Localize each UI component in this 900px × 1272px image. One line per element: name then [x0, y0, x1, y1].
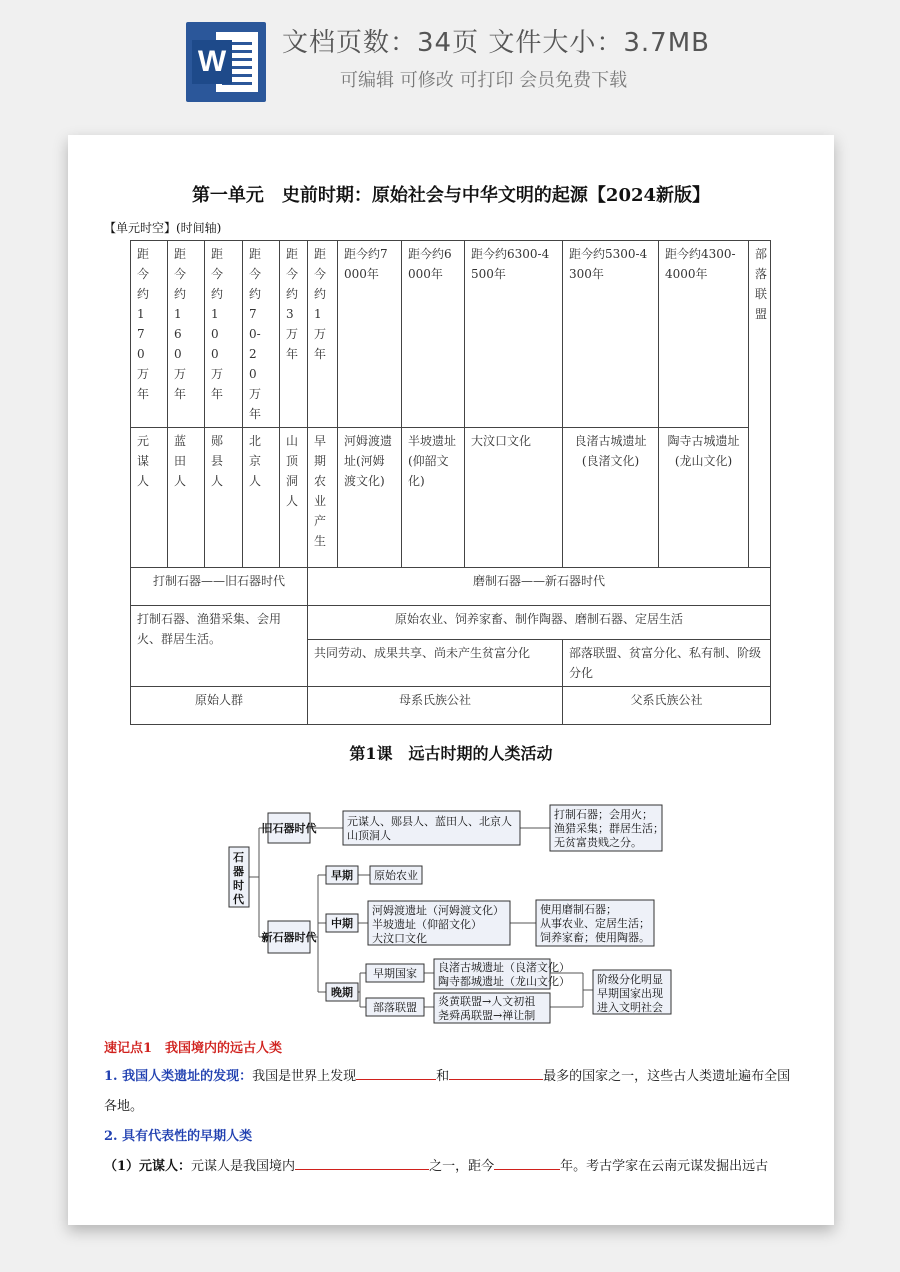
question-2-label: 2. 具有代表性的早期人类: [104, 1129, 253, 1144]
site-cell: 良渚古城遗址(良渚文化): [563, 428, 659, 568]
organization-row: [131, 687, 771, 725]
tribal-alliance-cell: 部落联盟: [749, 241, 771, 568]
timeline-times-row: [131, 241, 771, 428]
era-row: [131, 568, 771, 606]
paleolithic-trait-1: 打制石器；会用火；: [554, 808, 653, 821]
time-cell: 距今约100万年: [205, 241, 243, 428]
site-cell: 早期农业产生: [308, 428, 338, 568]
primitive-group-cell: 原始人群: [131, 687, 308, 725]
site-cell: 蓝田人: [168, 428, 205, 568]
site-cell: 陶寺古城遗址(龙山文化): [659, 428, 749, 568]
site-cell: 半坡遗址(仰韶文化): [402, 428, 465, 568]
unit-timeline-label: 【单元时空】(时间轴): [104, 221, 222, 235]
timeline-table: [130, 240, 771, 725]
question-3: （1）元谋人：元谋人是我国境内 之一，距今 年。考古学家在云南元谋发掘出远古: [104, 1152, 798, 1182]
society-equal-cell: 共同劳动、成果共享、尚未产生贫富分化: [308, 640, 563, 687]
site-cell: 郧县人: [205, 428, 243, 568]
society-class-cell: 部落联盟、贫富分化、私有制、阶级分化: [563, 640, 771, 687]
paleolithic-node: 旧石器时代: [261, 822, 317, 835]
question-3-label: （1）元谋人：: [104, 1159, 192, 1174]
time-cell: 距今约1万年: [308, 241, 338, 428]
late-state-site-2: 陶寺都城遗址（龙山文化）: [438, 975, 570, 988]
question-1-label: 1. 我国人类遗址的发现：: [104, 1069, 253, 1084]
time-cell: 距今约4300-4000年: [659, 241, 749, 428]
middle-site-3: 大汶口文化: [372, 932, 427, 945]
middle-trait-2: 从事农业、定居生活；: [540, 917, 650, 930]
file-info-subtitle: 可编辑 可修改 可打印 会员免费下载: [340, 70, 628, 91]
site-cell: 元谋人: [131, 428, 168, 568]
paleolithic-sites-1: 元谋人、郧县人、蓝田人、北京人: [347, 815, 512, 828]
section-heading: 速记点1 我国境内的远古人类: [104, 1041, 283, 1056]
word-letter: W: [192, 40, 232, 84]
word-document-icon: [186, 22, 266, 102]
late-result-3: 进入文明社会: [597, 1001, 663, 1014]
late-result-1: 阶级分化明显: [597, 973, 663, 986]
time-cell: 距今约70-20万年: [243, 241, 280, 428]
late-alliance-2: 尧舜禹联盟→禅让制: [438, 1009, 536, 1022]
neolithic-life-cell: 原始农业、饲养家畜、制作陶器、磨制石器、定居生活: [308, 606, 771, 640]
paleolithic-era-cell: 打制石器——旧石器时代: [131, 568, 308, 606]
question-2: [104, 1122, 798, 1152]
late-alliance-node: 部落联盟: [373, 1001, 417, 1014]
life-row: [131, 606, 771, 640]
document-page: [68, 135, 834, 1225]
middle-site-2: 半坡遗址（仰韶文化）: [372, 918, 482, 931]
middle-trait-1: 使用磨制石器；: [540, 903, 617, 916]
question-1: 1. 我国人类遗址的发现：我国是世界上发现 和 最多的国家之一，这些古人类遗址遍布全国各地。: [104, 1062, 798, 1122]
site-cell: 山顶洞人: [280, 428, 308, 568]
fill-blank[interactable]: [295, 1155, 429, 1170]
middle-node: 中期: [331, 917, 353, 930]
fill-blank[interactable]: [356, 1065, 436, 1080]
time-cell: 距今约3万年: [280, 241, 308, 428]
late-state-node: 早期国家: [373, 967, 417, 980]
site-cell: 大汶口文化: [465, 428, 563, 568]
early-node: 早期: [331, 869, 353, 882]
middle-site-1: 河姆渡遗址（河姆渡文化）: [372, 904, 504, 917]
time-cell: 距今约170万年: [131, 241, 168, 428]
time-cell: 距今约6300-4500年: [465, 241, 563, 428]
time-cell: 距今约6000年: [402, 241, 465, 428]
late-state-site-1: 良渚古城遗址（良渚文化）: [438, 961, 570, 974]
file-info-title: 文档页数：34页 文件大小：3.7MB: [282, 28, 710, 58]
neolithic-era-cell: 磨制石器——新石器时代: [308, 568, 771, 606]
paleolithic-trait-2: 渔猎采集；群居生活；: [554, 822, 664, 835]
time-cell: 距今约7000年: [338, 241, 402, 428]
matrilineal-cell: 母系氏族公社: [308, 687, 563, 725]
timeline-sites-row: [131, 428, 771, 568]
time-cell: 距今约5300-4300年: [563, 241, 659, 428]
download-header: [0, 0, 900, 120]
neolithic-node: 新石器时代: [261, 931, 317, 944]
fill-blank[interactable]: [449, 1065, 543, 1080]
paleolithic-life-cell: 打制石器、渔猎采集、会用火、群居生活。: [131, 606, 308, 687]
patrilineal-cell: 父系氏族公社: [563, 687, 771, 725]
late-alliance-1: 炎黄联盟→人文初祖: [438, 995, 536, 1008]
time-cell: 距今约160万年: [168, 241, 205, 428]
late-result-2: 早期国家出现: [597, 987, 663, 1000]
stone-age-mindmap: [218, 795, 678, 1025]
lesson-title: 第1课 远古时期的人类活动: [349, 744, 553, 763]
site-cell: 河姆渡遗址(河姆渡文化): [338, 428, 402, 568]
unit-title: 第一单元 史前时期：原始社会与中华文明的起源【2024新版】: [191, 185, 711, 206]
paleolithic-sites-2: 山顶洞人: [347, 829, 391, 842]
root-node: 石器时代: [233, 851, 244, 906]
paleolithic-trait-3: 无贫富贵贱之分。: [554, 836, 642, 849]
late-node: 晚期: [331, 986, 353, 999]
middle-trait-3: 饲养家畜；使用陶器。: [540, 931, 650, 944]
site-cell: 北京人: [243, 428, 280, 568]
early-content: 原始农业: [374, 869, 418, 882]
fill-blank[interactable]: [494, 1155, 560, 1170]
